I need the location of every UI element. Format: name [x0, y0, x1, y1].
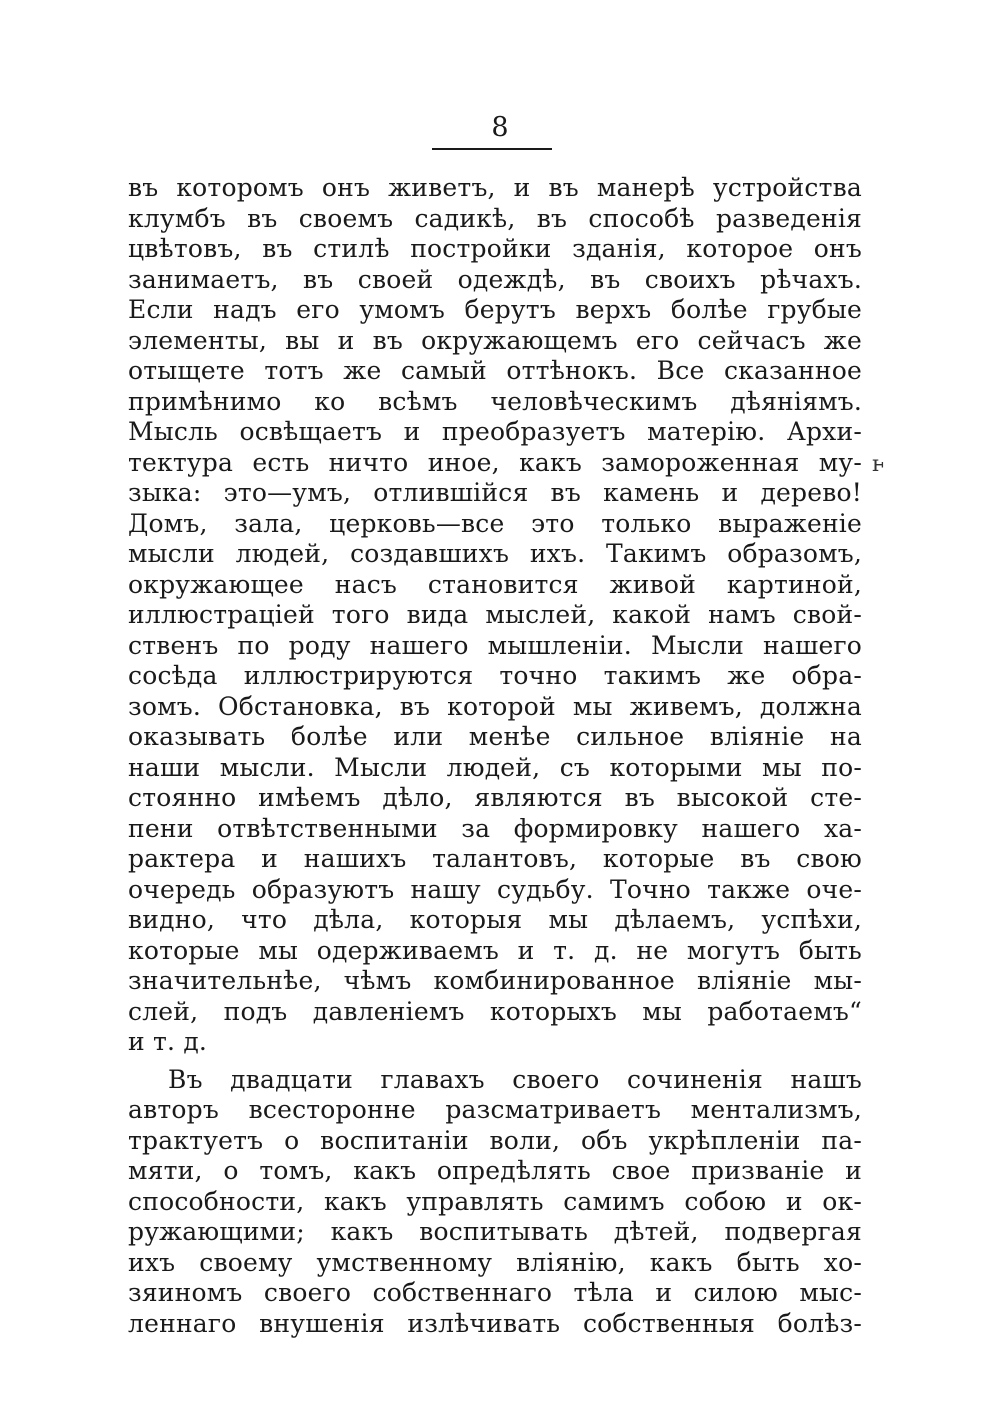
page-number: 8	[491, 112, 509, 143]
body-text	[128, 173, 862, 1339]
text-line: Если надъ его умомъ берутъ верхъ болѣе грубые	[128, 295, 862, 324]
text-line: оказывать болѣе или менѣе сильное вліяніе на	[128, 722, 862, 751]
text-line: ихъ своему умственному вліянію, какъ быть хо-	[128, 1247, 862, 1277]
text-line: Мысль освѣщаетъ и преобразуетъ матерію. Архи-	[128, 417, 862, 446]
paragraph-gap	[128, 1058, 862, 1065]
text-line: примѣнимо ко всѣмъ человѣческимъ дѣяніямъ.	[128, 386, 862, 416]
page-number-rule	[432, 148, 552, 150]
text-line: значительнѣе, чѣмъ комбинированное вліяніе мы-	[128, 966, 862, 995]
text-line: которые мы одерживаемъ и т. д. не могутъ быть	[128, 935, 862, 965]
text-line: леннаго внушенія излѣчивать собственныя болѣз-	[128, 1308, 862, 1338]
paragraph-1	[128, 173, 862, 1058]
text-line: мысли людей, создавшихъ ихъ. Такимъ образомъ,	[128, 539, 862, 568]
text-line: авторъ всесторонне разсматриваетъ ментализмъ,	[128, 1095, 862, 1124]
text-line: мяти, о томъ, какъ опредѣлять свое призваніе и	[128, 1156, 862, 1185]
text-line: стоянно имѣемъ дѣло, являются въ высокой сте-	[128, 783, 862, 812]
text-line: клумбъ въ своемъ садикѣ, въ способѣ разведенія	[128, 203, 862, 233]
text-line: въ которомъ онъ живетъ, и въ манерѣ устройства	[128, 173, 862, 202]
text-line: Домъ, зала, церковь—все это только выраженіе	[128, 508, 862, 538]
text-line: зяиномъ своего собственнаго тѣла и силою мыс-	[128, 1278, 862, 1307]
text-line: способности, какъ управлять самимъ собою и ок-	[128, 1186, 862, 1216]
text-line: очередь образуютъ нашу судьбу. Точно также оче-	[128, 874, 862, 904]
text-line: иллюстраціей того вида мыслей, какой намъ свой-	[128, 600, 862, 629]
paragraph-2	[128, 1065, 862, 1340]
text-line: рактера и нашихъ талантовъ, которые въ свою	[128, 844, 862, 873]
text-line: цвѣтовъ, въ стилѣ постройки зданія, которое онъ	[128, 234, 862, 263]
text-line: занимаетъ, въ своей одеждѣ, въ своихъ рѣчахъ.	[128, 264, 862, 294]
text-line: ственъ по роду нашего мышленіи. Мысли нашего	[128, 630, 862, 660]
text-line: отыщете тотъ же самый оттѣнокъ. Все сказанное	[128, 356, 862, 385]
text-line: слей, подъ давленіемъ которыхъ мы работаемъ“	[128, 996, 862, 1026]
text-line: тектура есть ничто иное, какъ замороженная му-	[128, 447, 862, 477]
text-line: зыка: это—умъ, отлившійся въ камень и дерево!	[128, 478, 862, 507]
margin-mark: ⱶ	[872, 452, 885, 477]
text-line: Въ двадцати главахъ своего сочиненія нашъ	[168, 1064, 862, 1094]
text-line: ружающими; какъ воспитывать дѣтей, подвергая	[128, 1217, 862, 1246]
text-line: зомъ. Обстановка, въ которой мы живемъ, должна	[128, 691, 862, 721]
text-line: наши мысли. Мысли людей, съ которыми мы по-	[128, 752, 862, 782]
text-line: видно, что дѣла, которыя мы дѣлаемъ, успѣхи,	[128, 905, 862, 934]
text-line: элементы, вы и въ окружающемъ его сейчасъ же	[128, 325, 862, 355]
text-line: и т. д.	[128, 1027, 208, 1056]
text-line: трактуетъ о воспитаніи воли, объ укрѣпленіи па-	[128, 1125, 862, 1155]
text-line: окружающее насъ становится живой картиной,	[128, 569, 862, 599]
text-line: пени отвѣтственными за формировку нашего ха-	[128, 813, 862, 843]
text-line: сосѣда иллюстрируются точно такимъ же обра-	[128, 661, 862, 690]
